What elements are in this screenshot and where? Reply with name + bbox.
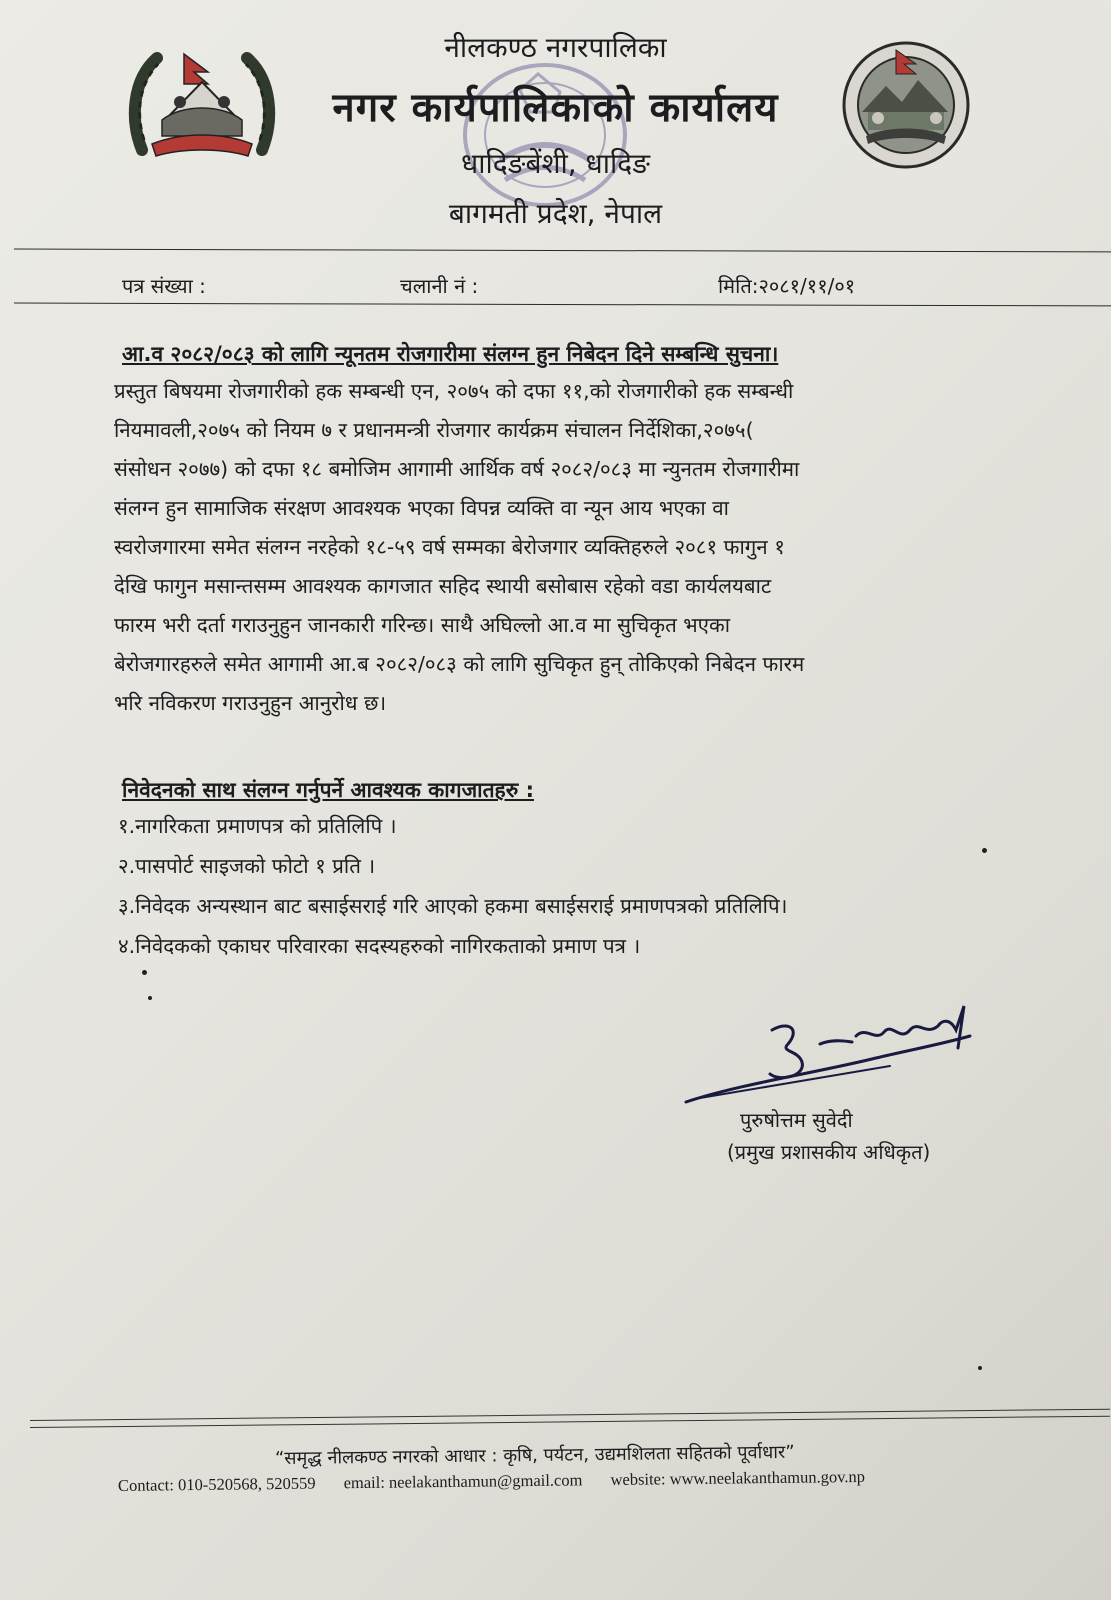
list-item: ३.निवेदक अन्यस्थान बाट बसाईसराई गरि आएको हकमा बसाईसराई प्रमाणपत्रको प्रतिलिपि। [118,894,788,918]
ink-speck [142,970,147,975]
footer-motto: “समृद्ध नीलकण्ठ नगरको आधार : कृषि, पर्यटन, उद्यमशिलता सहितको पूर्वाधार” [274,1441,795,1470]
body-line: स्वरोजगारमा समेत संलग्न नरहेको १८-५९ वर्ष सम्मका बेरोजगार व्यक्तिहरुले २०८१ फागुन १ [114,535,785,559]
contact-phone: Contact: 010-520568, 520559 [117,1473,316,1495]
contact-email[interactable]: email: neelakanthamun@gmail.com [343,1470,583,1493]
requirements-heading: निवेदनको साथ संलग्न गर्नुपर्ने आवश्यक कागजातहरु : [122,778,534,802]
body-line: भरि नविकरण गराउनुहुन आनुरोध छ। [114,691,387,715]
header-divider [14,249,1111,253]
office-name: नगर कार्यपालिकाको कार्यालय [332,85,779,131]
footer-divider [30,1409,1110,1421]
list-item: ४.निवेदकको एकाघर परिवारका सदस्यहरुको नागिरकताको प्रमाण पत्र । [118,934,641,958]
notice-subject: आ.व २०८२/०८३ को लागि न्यूनतम रोजगारीमा संलग्न हुन निबेदन दिने सम्बन्धि सुचना। [122,342,779,366]
footer-contacts [118,1467,889,1496]
dispatch-number-label: चलानी नं : [400,274,479,298]
meta-divider [14,303,1111,307]
body-line: देखि फागुन मसान्तसम्म आवश्यक कागजात सहिद स्थायी बसोबास रहेको वडा कार्यलयबाट [114,574,772,598]
list-item: १.नागरिकता प्रमाणपत्र को प्रतिलिपि । [118,814,397,838]
body-line: फारम भरी दर्ता गराउनुहुन जानकारी गरिन्छ। साथै अघिल्लो आ.व मा सुचिकृत भएका [114,613,731,637]
requirements-list [118,806,787,966]
office-province: बागमती प्रदेश, नेपाल [448,197,663,230]
list-item: २.पासपोर्ट साइजको फोटो १ प्रति । [118,854,376,878]
body-line: नियमावली,२०७५ को नियम ७ र प्रधानमन्त्री रोजगार कार्यक्रम संचालन निर्देशिका,२०७५( [114,418,754,442]
signatory-name: पुरुषोत्तम सुवेदी [740,1108,853,1132]
body-line: प्रस्तुत बिषयमा रोजगारीको हक सम्बन्धी एन, २०७५ को दफा ११,को रोजगारीको हक सम्बन्धी [114,379,794,403]
municipality-name: नीलकण्ठ नगरपालिका [444,31,667,64]
body-line: संलग्न हुन सामाजिक संरक्षण आवश्यक भएका विपन्न व्यक्ति वा न्यून आय भएका वा [114,496,729,520]
body-line: संसोधन २०७७) को दफा १८ बमोजिम आगामी आर्थिक वर्ष २०८२/०८३ मा न्युनतम रोजगारीमा [114,457,800,481]
ink-speck [148,996,152,1000]
notice-body [114,372,984,723]
letter-date: मिति:२०८१/११/०१ [718,274,856,298]
letter-number-label: पत्र संख्या : [122,274,206,298]
ink-speck [978,1366,982,1370]
ink-speck [982,848,987,853]
signatory-title: (प्रमुख प्रशासकीय अधिकृत) [727,1140,931,1164]
body-line: बेरोजगारहरुले समेत आगामी आ.ब २०८२/०८३ को लागि सुचिकृत हुन् तोकिएको निबेदन फारम [114,652,805,676]
office-location: धादिङबेंशी, धादिङ [461,147,650,180]
contact-website[interactable]: website: www.neelakanthamun.gov.np [610,1466,866,1489]
